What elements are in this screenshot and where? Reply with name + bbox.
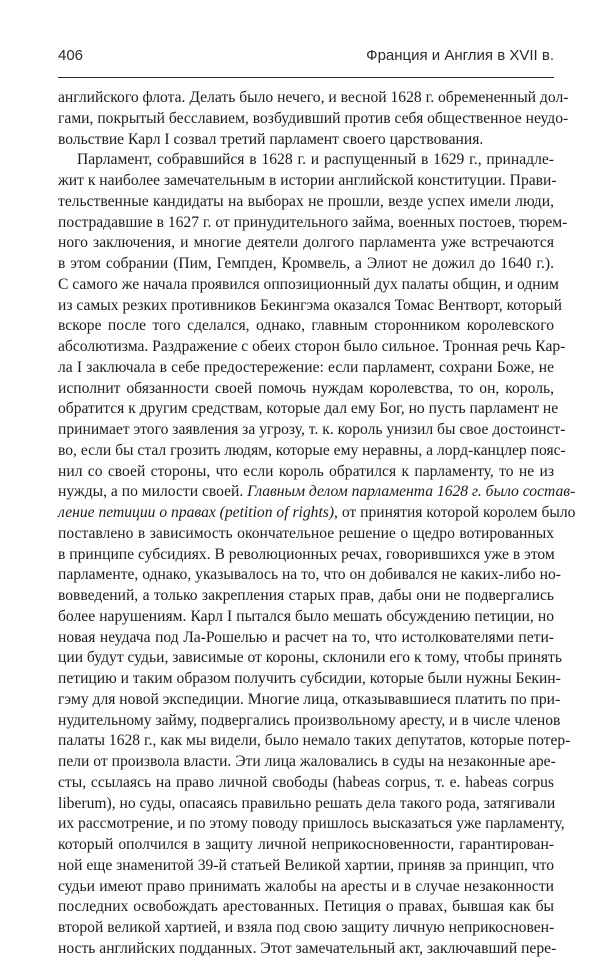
text-line (58, 171, 557, 192)
text-run: который ополчился в защиту личной неприкосновенности, гарантирован- (58, 836, 554, 853)
text-line (58, 752, 554, 773)
text-run: вольствие Карл I созвал третий парламент своего царствования. (58, 130, 484, 148)
text-run: С самого же начала проявился оппозиционный дух палаты общин, и одним (58, 275, 559, 293)
text-line (58, 441, 566, 462)
text-line (58, 213, 568, 234)
text-line (58, 856, 554, 877)
text-line (58, 877, 554, 898)
text-run: более нарушениям. Карл I пытался было мешать обсуждению петиции, но (58, 607, 554, 625)
text-run: принимает этого заявления за угрозу, т. к. король унизил бы свое достоинст- (58, 421, 566, 438)
text-run: нудительному займу, подвергались произвольному аресту, и в числе членов (58, 711, 561, 729)
text-run: во, если бы стал грозить людям, которые ему неравны, а лорд-канцлер пояс- (58, 441, 566, 459)
text-line (58, 794, 554, 815)
text-run: новая неудача под Ла-Рошелью и расчет на то, что истолкователями пети- (58, 628, 554, 646)
text-run: петицию и таким образом получить субсидии, которые были нужны Бекин- (58, 670, 561, 687)
text-run: в принципе субсидиях. В революционных речах, говорившихся уже в этом (58, 545, 555, 563)
text-line (58, 565, 561, 586)
text-run: обратится к другим средствам, которые дал ему Бог, но пусть парламент не (58, 400, 559, 418)
text-line (58, 669, 561, 690)
text-line (58, 296, 562, 317)
text-run: тельственные кандидаты на выборах не прошли, везде успех имели люди, (58, 192, 554, 210)
text-run: ла I заключала в себе предостережение: если парламент, сохрани Боже, не (58, 358, 554, 376)
text-line (58, 130, 554, 151)
page-header (58, 47, 554, 78)
body-text (58, 88, 576, 960)
text-run: последних освобождать арестованных. Петиция о правах, бывшая как бы (58, 898, 554, 916)
text-run: ного заключения, и многие деятели долгого парламента уже встречаются (58, 234, 554, 252)
text-run: поставлено в зависимость окончательное решение о щедро вотированных (58, 524, 554, 542)
text-run: ность английских подданных. Этот замечательный акт, заключавший пере- (58, 939, 557, 957)
running-head: Франция и Англия в XVII в. (366, 47, 554, 64)
text-line (58, 150, 554, 171)
text-line (58, 586, 554, 607)
text-line (58, 835, 554, 856)
text-run: пели от произвола власти. Эти лица жаловались в суды на незаконные аре- (58, 753, 556, 770)
italic-run: Главным делом парламента 1628 г. было состав- (247, 483, 576, 501)
text-line (58, 939, 557, 960)
text-run: Парламент, собравшийся в 1628 г. и распущенный в 1629 г., принадле- (77, 151, 554, 169)
text-line (58, 316, 554, 337)
text-line (58, 814, 565, 835)
text-run: ции будут судьи, зависимые от короны, склонили его к тому, чтобы принять (58, 649, 562, 667)
text-run: из самых резких противников Бекингэма оказался Томас Вентворт, который (58, 296, 562, 314)
page-number: 406 (58, 47, 84, 64)
text-run: гами, покрытый бесславием, возбудивший против себя общественное неудо- (58, 109, 569, 127)
text-run: в этом собрании (Пим, Гемпден, Кромвель, а Элиот не дожил до 1640 г.). (58, 255, 554, 272)
text-line (58, 275, 559, 296)
text-run: второй великой хартией, и взяла под свою защиту личную неприкосновен- (58, 919, 555, 936)
text-line (58, 109, 569, 130)
text-run: английского флота. Делать было нечего, и весной 1628 г. обремененный дол- (58, 89, 569, 106)
text-line (58, 690, 561, 711)
text-run: ной еще знаменитой 39-й статьей Великой хартии, приняв за принцип, что (58, 856, 555, 874)
text-line (58, 648, 562, 669)
text-line (58, 628, 554, 649)
text-run: судьи имеют право принимать жалобы на аресты и в случае незаконности (58, 877, 554, 895)
text-line (58, 607, 554, 628)
text-run: пострадавшие в 1627 г. от принудительного займа, военных постоев, тюрем- (58, 213, 568, 231)
text-line (58, 897, 554, 918)
text-line (58, 88, 569, 109)
text-run: их рассмотрение, и по этому поводу пришлось высказаться уже парламенту, (58, 815, 565, 833)
italic-run: ление петиции о правах (petition of rights) (58, 504, 335, 521)
text-line (58, 524, 554, 545)
text-run: вовведений, а только закрепления старых прав, дабы они не подвергались (58, 587, 554, 604)
text-line (58, 918, 554, 939)
text-line (58, 462, 554, 483)
text-line (58, 399, 559, 420)
text-run: парламенте, однако, указывалось на то, что он добивался не каких-либо но- (58, 566, 561, 584)
text-line (58, 254, 554, 275)
text-line (58, 731, 571, 752)
text-run: нужды, а по милости своей. (58, 483, 248, 501)
text-line (58, 503, 576, 524)
text-run: абсолютизма. Раздражение с обеих сторон было сильное. Тронная речь Кар- (58, 338, 566, 355)
text-line (58, 711, 561, 732)
text-line (58, 420, 566, 441)
text-run: гэму для новой экспедиции. Многие лица, отказывавшиеся платить по при- (58, 690, 561, 708)
text-line (58, 773, 554, 794)
text-line (58, 358, 554, 379)
text-run: , от принятия которой королем было (334, 504, 576, 521)
text-line (58, 233, 554, 254)
text-run: палаты 1628 г., как мы видели, было немало таких депутатов, которые потер- (58, 732, 571, 750)
text-run: нил со своей стороны, что если король обратился к парламенту, то не из (58, 462, 554, 480)
text-run: сты, ссылаясь на право личной свободы (habeas corpus, т. е. habeas corpus (58, 773, 554, 791)
text-line (58, 337, 566, 358)
text-run: жит к наиболее замечательным в истории английской конституции. Прави- (58, 172, 557, 189)
text-line (58, 545, 554, 566)
text-run: liberum), но суды, опасаясь правильно решать дела такого рода, затягивали (58, 794, 556, 812)
text-run: исполнит обязанности своей помочь нуждам королевства, то он, король, (58, 379, 554, 397)
text-line (58, 379, 554, 400)
text-line (58, 192, 554, 213)
text-run: вскоре после того сделался, однако, главным сторонником королевского (58, 317, 554, 335)
text-line (58, 482, 576, 503)
